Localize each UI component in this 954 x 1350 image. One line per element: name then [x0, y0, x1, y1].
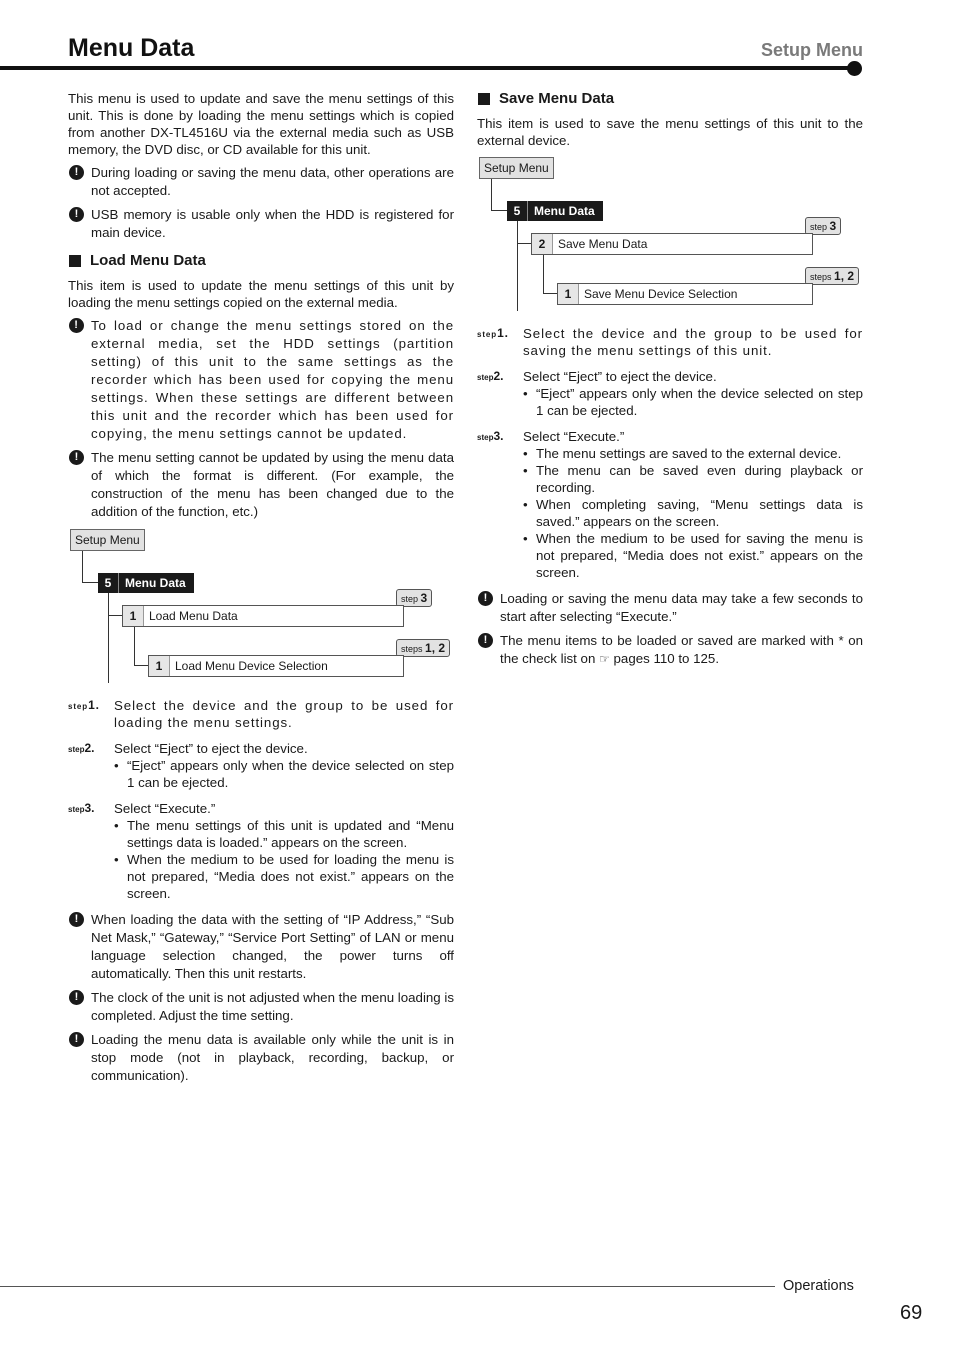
step-bullet: • When completing saving, “Menu settings data is saved.” appears on the screen. [523, 496, 863, 530]
step-bullet: • “Eject” appears only when the device selected on step 1 can be ejected. [523, 385, 863, 419]
step-text: Select “Execute.” [114, 801, 216, 816]
footer-section-label: Operations [783, 1278, 854, 1294]
note [68, 989, 454, 1025]
step-text: Select “Eject” to eject the device. [523, 369, 717, 384]
step-label [477, 368, 503, 386]
step-bullet: • The menu settings of this unit is updated and “Menu settings data is loaded.” appears on the screen. [114, 817, 454, 851]
note [68, 206, 454, 242]
diagram-connector [491, 179, 492, 211]
step-label-small: step [68, 805, 85, 814]
note [477, 590, 863, 626]
step-label-small: step [68, 702, 89, 711]
diagram-connector [517, 243, 531, 244]
note [68, 317, 454, 443]
step-label-num: 1. [88, 698, 100, 712]
diagram-connector [108, 615, 122, 616]
step-label [68, 740, 94, 758]
note-text: Loading the menu data is available only while the unit is in stop mode (not in playback, recording, backup, or communication). [91, 1032, 454, 1083]
step-text: Select the device and the group to be used for saving the menu settings of this unit. [523, 326, 863, 358]
step-tag [805, 267, 859, 285]
tag-prefix: step [810, 222, 828, 232]
section-heading-save [477, 90, 863, 107]
note [68, 164, 454, 200]
diagram-label: Load Menu Data [149, 609, 238, 623]
step-label-num: 2. [84, 741, 95, 755]
exclamation-circle-icon: ! [69, 450, 84, 465]
step-label [68, 697, 100, 715]
exclamation-circle-icon: ! [69, 1032, 84, 1047]
diagram-menu-data [98, 573, 194, 593]
note-text: The clock of the unit is not adjusted when the menu loading is completed. Adjust the time setting. [91, 990, 454, 1023]
diagram-load-menu-data [122, 605, 404, 627]
note-text: USB memory is usable only when the HDD is registered for main device. [91, 207, 454, 240]
note-text: Loading or saving the menu data may take a few seconds to start after selecting “Execute.” [500, 591, 863, 624]
step-text: Select “Eject” to eject the device. [114, 741, 308, 756]
step-text: Select “Execute.” [523, 429, 625, 444]
tag-prefix: steps [810, 272, 832, 282]
menu-path-diagram [477, 157, 863, 319]
note-text: During loading or saving the menu data, other operations are not accepted. [91, 165, 454, 198]
diagram-connector [491, 210, 507, 211]
diagram-num: 5 [507, 201, 528, 221]
step-label-num: 1. [497, 326, 509, 340]
tag-number: 1, 2 [834, 269, 855, 283]
page-number: 69 [900, 1302, 923, 1324]
load-intro: This item is used to update the menu settings of this unit by loading the menu settings copied on the external media. [68, 278, 454, 310]
note-text: When loading the data with the setting of “IP Address,” “Sub Net Mask,” “Gateway,” “Service Port Setting” of LAN or menu language selection changed, the power turns off automatically. Then this unit restarts. [91, 912, 454, 981]
step-item [477, 325, 863, 359]
step-item [68, 740, 454, 791]
exclamation-circle-icon: ! [69, 912, 84, 927]
step-label-small: step [477, 330, 498, 339]
step-label-small: step [477, 373, 494, 382]
diagram-connector [517, 221, 518, 311]
step-label-small: step [477, 433, 494, 442]
step-label-small: step [68, 745, 85, 754]
note-text: To load or change the menu settings stored on the external media, set the HDD settings (partition setting) of this unit to the same settings as the recorder which has been used for copying the menu settings. When these settings are different between this unit and the recorder which has been used for copying, the menu settings cannot be updated. [91, 318, 454, 441]
diagram-connector [543, 255, 544, 293]
diagram-label: Load Menu Device Selection [175, 659, 328, 673]
step-label [477, 325, 509, 343]
page-title: Menu Data [68, 34, 195, 62]
step-bullet: • “Eject” appears only when the device selected on step 1 can be ejected. [114, 757, 454, 791]
note-text: The menu items to be loaded or saved are marked with * on the check list on [500, 633, 863, 666]
diagram-num: 5 [98, 573, 119, 593]
step-item [68, 800, 454, 902]
diagram-num: 2 [532, 234, 553, 254]
header-rule [0, 66, 856, 70]
diagram-num: 1 [123, 606, 144, 626]
diagram-root: Setup Menu [70, 529, 145, 551]
section-heading-load [68, 252, 454, 269]
diagram-label: Save Menu Data [558, 237, 648, 251]
diagram-connector [82, 551, 83, 583]
step-label [68, 800, 94, 818]
tag-number: 3 [829, 219, 837, 233]
section-label: Setup Menu [761, 40, 863, 60]
step-item [477, 428, 863, 581]
diagram-connector [134, 665, 148, 666]
header-rule-dot [847, 61, 862, 76]
note [68, 449, 454, 521]
black-square-icon [69, 255, 81, 267]
intro-paragraph: This menu is used to update and save the menu settings of this unit. This is done by loading the menu settings which is copied from another DX-TL4516U via the external media such as USB memory, the DVD disc, or CD available for this unit. [68, 91, 454, 157]
diagram-label: Menu Data [125, 576, 186, 590]
step-bullet: • The menu can be saved even during playback or recording. [523, 462, 863, 496]
diagram-num: 1 [149, 656, 170, 676]
exclamation-circle-icon: ! [478, 591, 493, 606]
left-column [68, 90, 454, 1091]
note [477, 632, 863, 668]
heading-text: Load Menu Data [90, 252, 206, 269]
exclamation-circle-icon: ! [69, 318, 84, 333]
footer-rule [0, 1286, 775, 1287]
note-text: The menu setting cannot be updated by using the menu data of which the format is different. (For example, the construction of the menu has been changed due to the addition of the function, etc.) [91, 450, 454, 519]
diagram-connector [543, 293, 557, 294]
step-tag [396, 639, 450, 657]
diagram-menu-data [507, 201, 603, 221]
step-bullet: • When the medium to be used for loading the menu is not prepared, “Media does not exist.” appears on the screen. [114, 851, 454, 902]
diagram-connector [82, 582, 98, 583]
exclamation-circle-icon: ! [69, 990, 84, 1005]
step-label [477, 428, 503, 446]
note [68, 911, 454, 983]
tag-number: 3 [420, 591, 428, 605]
save-intro: This item is used to save the menu settings of this unit to the external device. [477, 116, 863, 148]
diagram-label: Menu Data [534, 204, 595, 218]
right-column [477, 90, 863, 674]
step-bullet: • When the medium to be used for saving the menu is not prepared, “Media does not exist.” appears on the screen. [523, 530, 863, 581]
menu-path-diagram [68, 529, 454, 691]
step-item [68, 697, 454, 731]
diagram-label: Save Menu Device Selection [584, 287, 738, 301]
heading-text: Save Menu Data [499, 90, 615, 107]
exclamation-circle-icon: ! [69, 207, 84, 222]
diagram-device-selection [557, 283, 813, 305]
step-label-num: 3. [493, 429, 504, 443]
step-text: Select the device and the group to be used for loading the menu settings. [114, 698, 454, 730]
page-reference[interactable]: pages 110 to 125. [613, 651, 720, 666]
diagram-connector [108, 593, 109, 683]
black-square-icon [478, 93, 490, 105]
step-label-num: 2. [493, 369, 504, 383]
pointing-hand-icon: ☞ [599, 652, 610, 666]
tag-prefix: steps [401, 644, 423, 654]
exclamation-circle-icon: ! [478, 633, 493, 648]
step-label-num: 3. [84, 801, 95, 815]
step-bullet: • The menu settings are saved to the external device. [523, 445, 863, 462]
step-item [477, 368, 863, 419]
tag-prefix: step [401, 594, 419, 604]
diagram-device-selection [148, 655, 404, 677]
diagram-num: 1 [558, 284, 579, 304]
exclamation-circle-icon: ! [69, 165, 84, 180]
diagram-root: Setup Menu [479, 157, 554, 179]
diagram-connector [134, 627, 135, 665]
diagram-save-menu-data [531, 233, 813, 255]
note [68, 1031, 454, 1085]
tag-number: 1, 2 [425, 641, 446, 655]
